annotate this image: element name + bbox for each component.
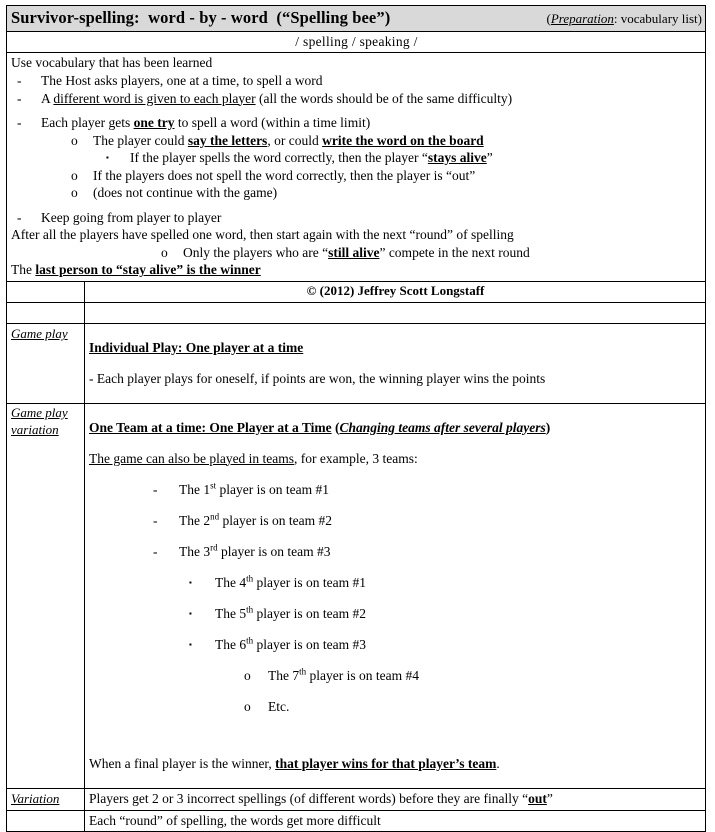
team-item: ▪ The 6th player is on team #3 [189, 635, 366, 652]
spacer-row [7, 302, 706, 324]
emphasis-changing-teams: Changing teams after several players [339, 419, 546, 435]
team-item: - The 2nd player is on team #2 [153, 511, 332, 528]
emphasis-say-letters: say the letters [187, 132, 268, 148]
dash-marker: - [17, 90, 22, 106]
dash-marker: - [153, 512, 158, 528]
emphasis-stays-alive: stays alive [427, 150, 487, 166]
circle-marker: o [244, 667, 251, 683]
copyright-cell [85, 282, 706, 303]
ordinal-suffix: st [210, 480, 217, 491]
ordinal-suffix: nd [210, 511, 220, 522]
individual-play-heading: Individual Play: One player at a time [89, 339, 304, 355]
content-cell-team-variation [85, 404, 706, 789]
intro-line: Use vocabulary that has been learned [11, 55, 213, 71]
spacer-line [11, 107, 702, 114]
body-cell [7, 53, 706, 282]
label-cell-game-play [7, 324, 85, 404]
header-cell [7, 6, 706, 32]
emphasis-winner: last person to “stay alive” is the winner [35, 262, 261, 278]
modes-line: / spelling / speaking / [295, 33, 418, 49]
section-label: Game play [11, 326, 68, 342]
title-sub: word - by - word [148, 8, 268, 27]
emphasis-still-alive: still alive [328, 244, 380, 260]
variation-row [7, 810, 706, 832]
ordinal-suffix: th [246, 573, 254, 584]
spacer-content-cell [85, 302, 706, 324]
copyright-icon: © [306, 283, 317, 298]
sub-bullet-say-letters: o The player could say the letters, or could write the word on the board [71, 132, 484, 148]
dash-marker: - [17, 209, 22, 225]
team-variation-intro: The game can also be played in teams, for example, 3 teams: [89, 450, 418, 466]
emphasis-team-wins: that player wins for that player’s team [275, 756, 497, 771]
sub-bullet-stays-alive: ▪ If the player spells the word correctly, then the player “stays alive” [106, 150, 493, 166]
emphasis-out: out [528, 791, 547, 807]
team-item: ▪ The 5th player is on team #2 [189, 604, 366, 621]
ordinal-suffix: rd [210, 542, 218, 553]
bullet-one-try: - Each player gets one try to spell a word (within a time limit) [17, 115, 371, 131]
prep-label: Preparation [550, 11, 614, 26]
body-row [7, 53, 706, 282]
emphasis-different-word: different word is given to each player [53, 90, 256, 106]
label-cell-game-play-variation [7, 404, 85, 789]
bullet-host: - The Host asks players, one at a time, to spell a word [17, 72, 323, 88]
square-marker: ▪ [189, 639, 192, 649]
emphasis-one-try: one try [133, 115, 175, 131]
team-variation-closing: When a final player is the winner, that player wins for that player’s team. [89, 756, 500, 771]
label-cell-variation [7, 789, 85, 811]
square-marker: ▪ [189, 608, 192, 618]
dash-marker: - [153, 481, 158, 497]
sub-bullet-not-continue: o (does not continue with the game) [71, 185, 278, 201]
ordinal-suffix: th [246, 604, 254, 615]
dash-marker: - [153, 543, 158, 559]
section-label-line1: Game play [11, 405, 68, 421]
preparation-note [546, 11, 702, 29]
copyright-label-cell [7, 282, 85, 303]
section-label: Variation [11, 791, 60, 807]
copyright-row [7, 282, 706, 303]
variation-row [7, 789, 706, 811]
copyright-text: (2012) Jeffrey Scott Longstaff [319, 283, 485, 298]
prep-open-paren: ( [546, 11, 551, 26]
ordinal-suffix: th [246, 635, 254, 646]
team-item: o The 7th player is on team #4 [244, 666, 419, 683]
team-variation-heading: One Team at a time: One Player at a Time (Changing teams after several players) [89, 419, 551, 435]
section-row-individual-play [7, 324, 706, 404]
team-item: - The 3rd player is on team #3 [153, 542, 331, 559]
prep-value: : vocabulary list) [613, 11, 702, 26]
lesson-plan-table [6, 5, 706, 832]
ordinal-suffix: th [299, 666, 307, 677]
after-all-line: After all the players have spelled one word, then start again with the next “round” of spelling [11, 227, 514, 243]
content-cell-individual-play [85, 324, 706, 404]
modes-cell [7, 31, 706, 53]
spacer-label-cell [7, 302, 85, 324]
content-cell-variation: Players get 2 or 3 incorrect spellings (of different words) before they are finally “out” [85, 789, 706, 811]
section-label-line2: variation [11, 421, 59, 437]
modes-row [7, 31, 706, 53]
square-marker: ▪ [189, 577, 192, 587]
label-cell-variation-empty [7, 810, 85, 832]
square-marker: ▪ [106, 153, 109, 163]
only-still-alive-line: o Only the players who are “still alive” compete in the next round [161, 244, 530, 260]
header-row [7, 6, 706, 32]
section-row-team-variation [7, 404, 706, 789]
bullet-different-word: - A different word is given to each player (all the words should be of the same difficulty) [17, 90, 513, 106]
team-item: - The 1st player is on team #1 [153, 480, 329, 497]
dash-marker: - [17, 72, 22, 88]
circle-marker: o [71, 185, 78, 201]
title-quote: (“Spelling bee”) [276, 8, 391, 27]
dash-marker: - [17, 115, 22, 131]
bullet-keep-going: - Keep going from player to player [17, 209, 222, 225]
sub-bullet-out: o If the players does not spell the word correctly, then the player is “out” [71, 167, 476, 183]
spacer-line [11, 202, 702, 209]
team-item: ▪ The 4th player is on team #1 [189, 573, 366, 590]
emphasis-write-board: write the word on the board [322, 132, 484, 148]
page-title [11, 7, 390, 28]
circle-marker: o [71, 167, 78, 183]
winner-line: The last person to “stay alive” is the winner [11, 262, 261, 278]
circle-marker: o [244, 698, 251, 714]
content-cell-variation-difficulty: Each “round” of spelling, the words get more difficult [85, 810, 706, 832]
team-item: o Etc. [244, 698, 290, 714]
individual-play-detail: - Each player plays for oneself, if points are won, the winning player wins the points [89, 370, 546, 386]
title-main: Survivor-spelling: [11, 8, 140, 27]
circle-marker: o [71, 132, 78, 148]
circle-marker: o [161, 244, 168, 260]
